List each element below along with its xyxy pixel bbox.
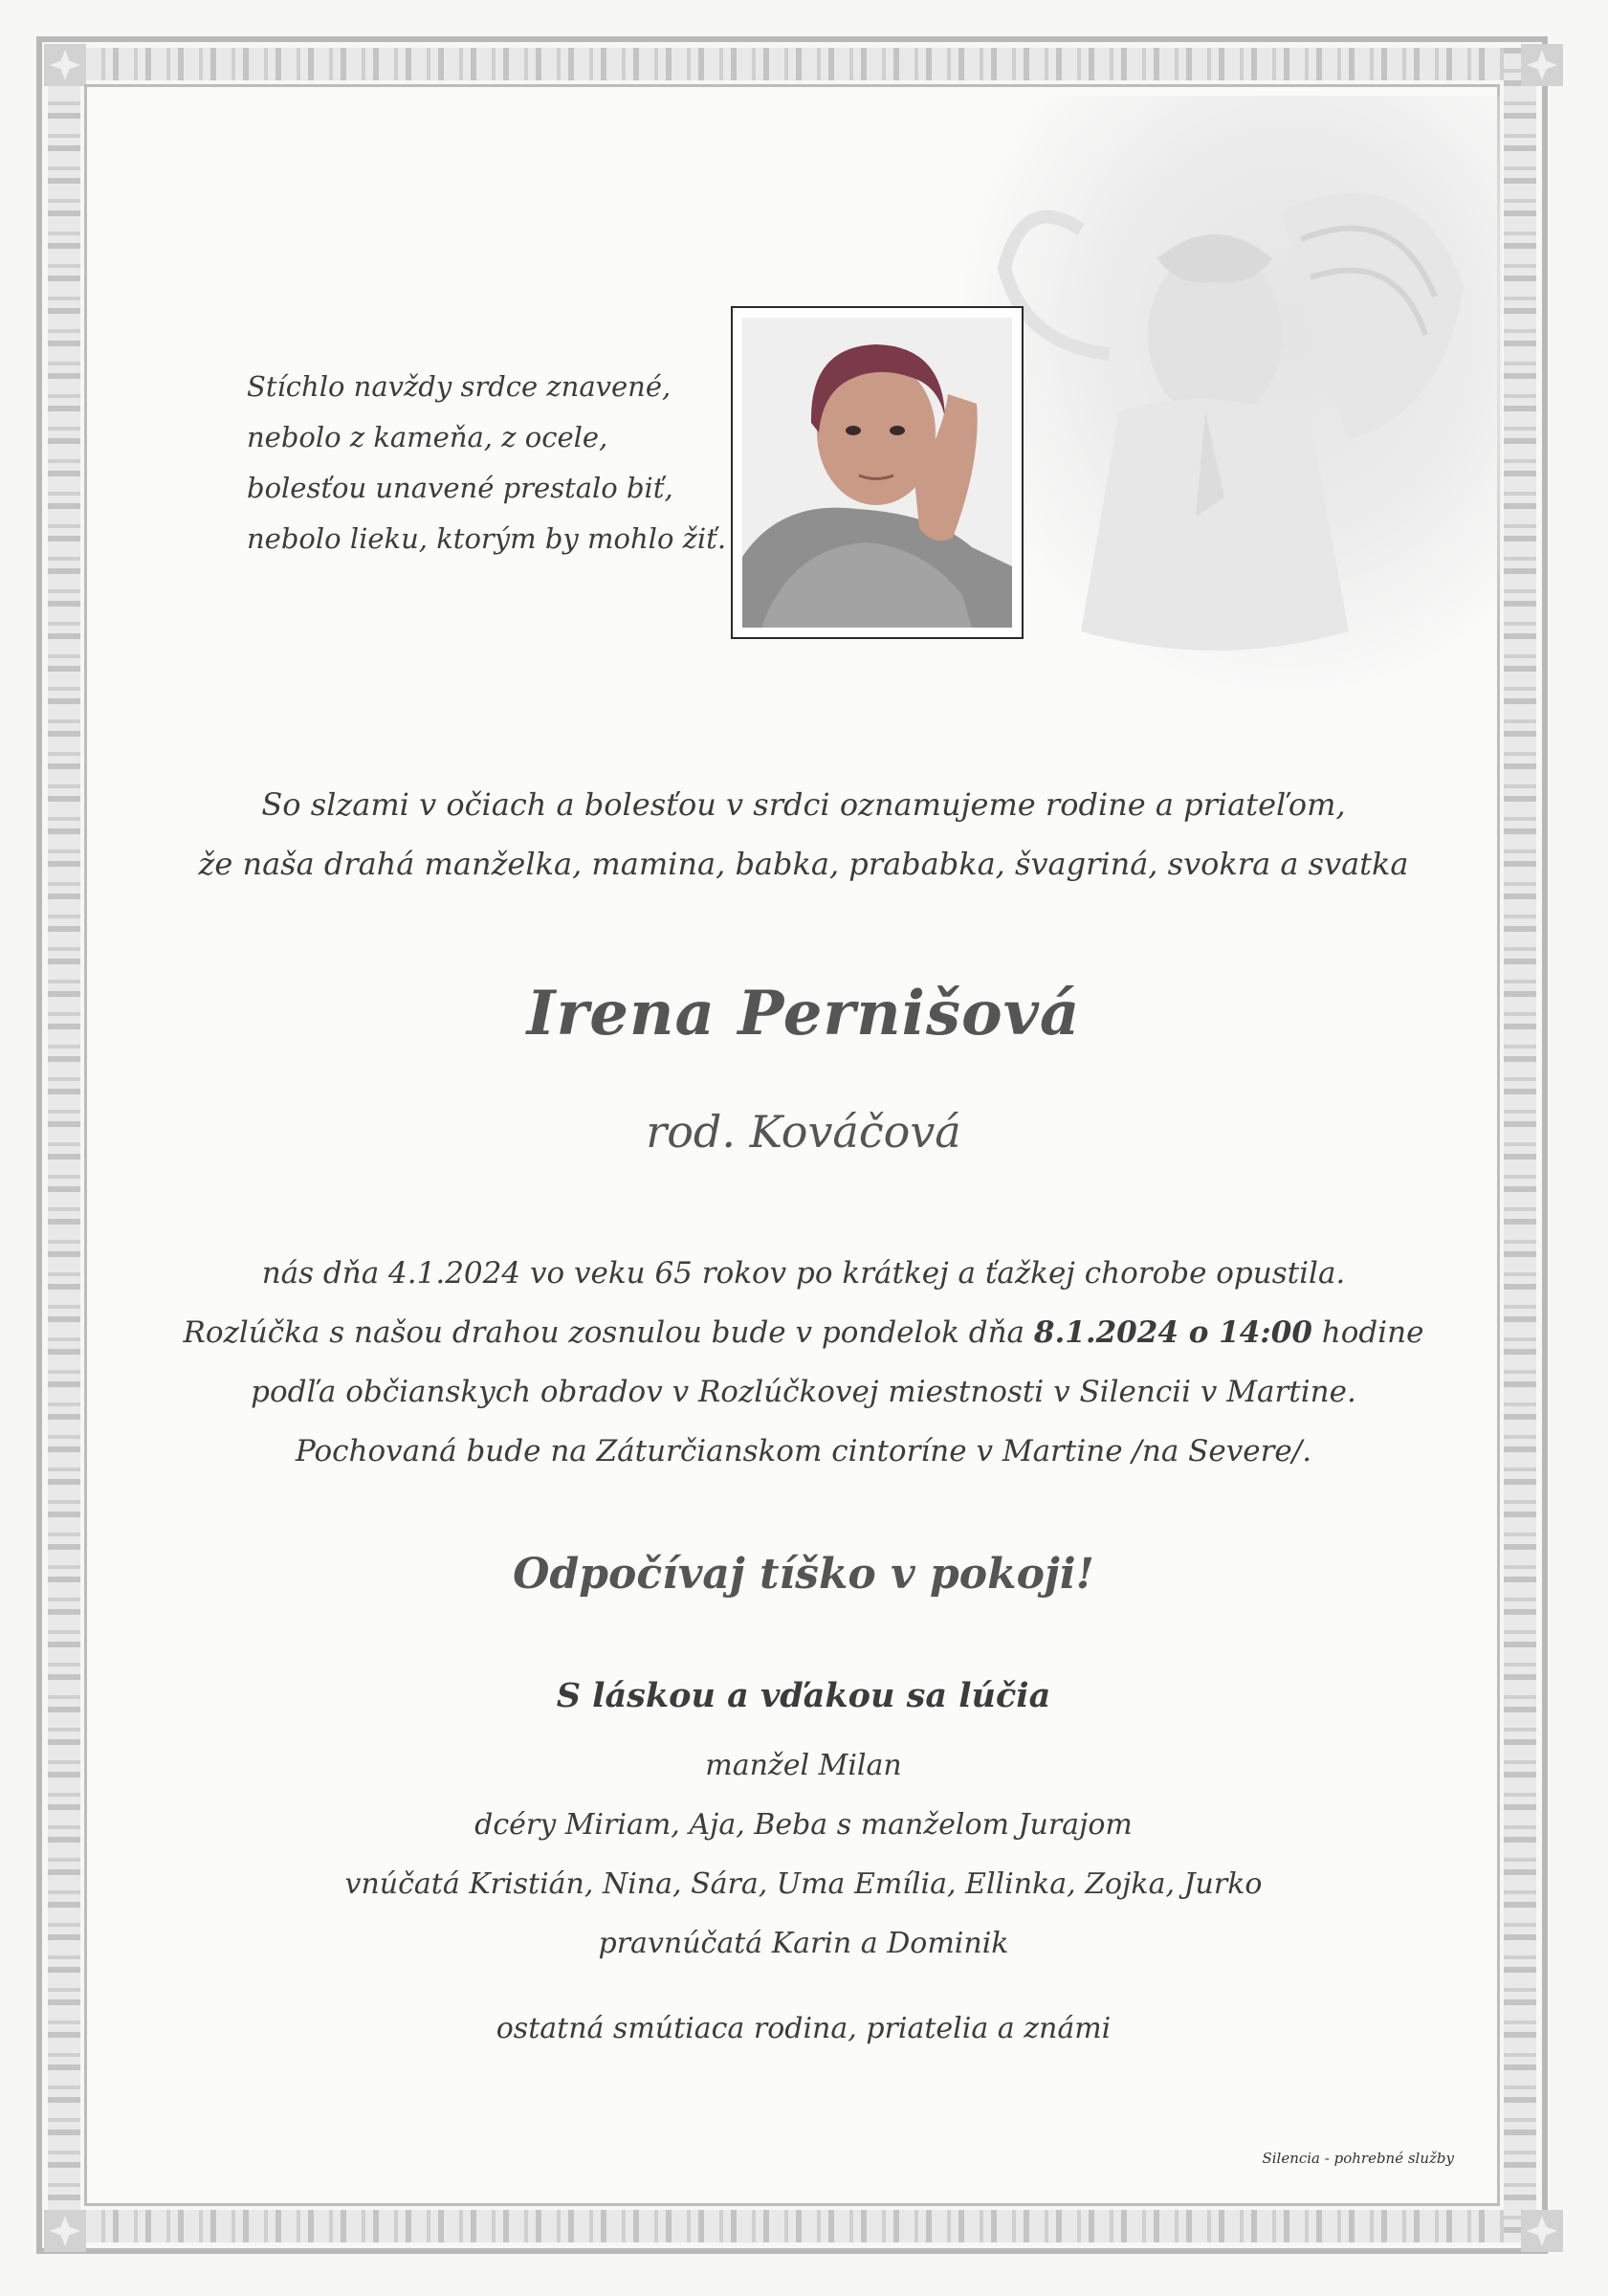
funeral-date: 8.1.2024	[1033, 1315, 1178, 1350]
family-line: manžel Milan	[705, 1749, 902, 1782]
details-text: Rozlúčka s našou drahou zosnulou bude v pondelok dňa	[183, 1315, 1034, 1350]
corner-ornament-icon	[1521, 2210, 1563, 2252]
details-line: podľa občianskych obradov v Rozlúčkovej miestnosti v Silencii v Martine.	[251, 1375, 1356, 1409]
details-line: Pochovaná bude na Záturčianskom cintoríne v Martine /na Severe/.	[295, 1434, 1312, 1468]
poem	[247, 362, 725, 564]
border-band-left	[48, 48, 80, 2242]
family-list	[134, 1736, 1473, 1974]
footer-credit: Silencia - pohrebné služby	[1262, 2150, 1454, 2167]
family-line: dcéry Miriam, Aja, Beba s manželom Jurajom	[474, 1808, 1133, 1842]
border-band-right	[1504, 48, 1536, 2242]
corner-ornament-icon	[44, 2210, 86, 2252]
portrait-frame	[731, 306, 1024, 639]
farewell-title: S láskou a vďakou sa lúčia	[556, 1676, 1051, 1715]
border-band-top	[48, 48, 1536, 80]
corner-ornament-icon	[1521, 44, 1563, 86]
funeral-details	[134, 1244, 1473, 1481]
portrait-photo	[742, 318, 1012, 628]
corner-ornament-icon	[44, 44, 86, 86]
rest-in-peace: Odpočívaj tíško v pokoji!	[513, 1550, 1094, 1599]
announcement-intro	[134, 775, 1473, 894]
family-line: vnúčatá Kristián, Nina, Sára, Uma Emília, Ellinka, Zojka, Jurko	[344, 1867, 1263, 1901]
poem-line: nebolo lieku, ktorým by mohlo žiť.	[247, 522, 727, 555]
details-line: nás dňa 4.1.2024 vo veku 65 rokov po krátkej a ťažkej chorobe opustila.	[261, 1256, 1346, 1291]
maiden-name: rod. Kováčová	[646, 1106, 961, 1158]
details-text: o	[1178, 1315, 1220, 1350]
intro-line: So slzami v očiach a bolesťou v srdci oznamujeme rodine a priateľom,	[261, 786, 1346, 823]
details-line	[134, 1303, 1473, 1362]
details-text: hodine	[1311, 1315, 1424, 1350]
poem-line: nebolo z kameňa, z ocele,	[247, 421, 608, 453]
funeral-time: 14:00	[1219, 1315, 1312, 1350]
intro-line: že naša drahá manželka, mamina, babka, prababka, švagriná, svokra a svatka	[198, 846, 1409, 882]
angel-decoration-icon	[966, 96, 1502, 689]
family-line: pravnúčatá Karin a Dominik	[598, 1927, 1009, 1960]
other-mourners: ostatná smútiaca rodina, priatelia a známi	[496, 2012, 1112, 2045]
deceased-name: Irena Pernišová	[526, 978, 1081, 1049]
border-band-bottom	[48, 2210, 1536, 2242]
poem-line: Stíchlo navždy srdce znavené,	[247, 370, 672, 403]
poem-line: bolesťou unavené prestalo biť,	[247, 472, 673, 504]
